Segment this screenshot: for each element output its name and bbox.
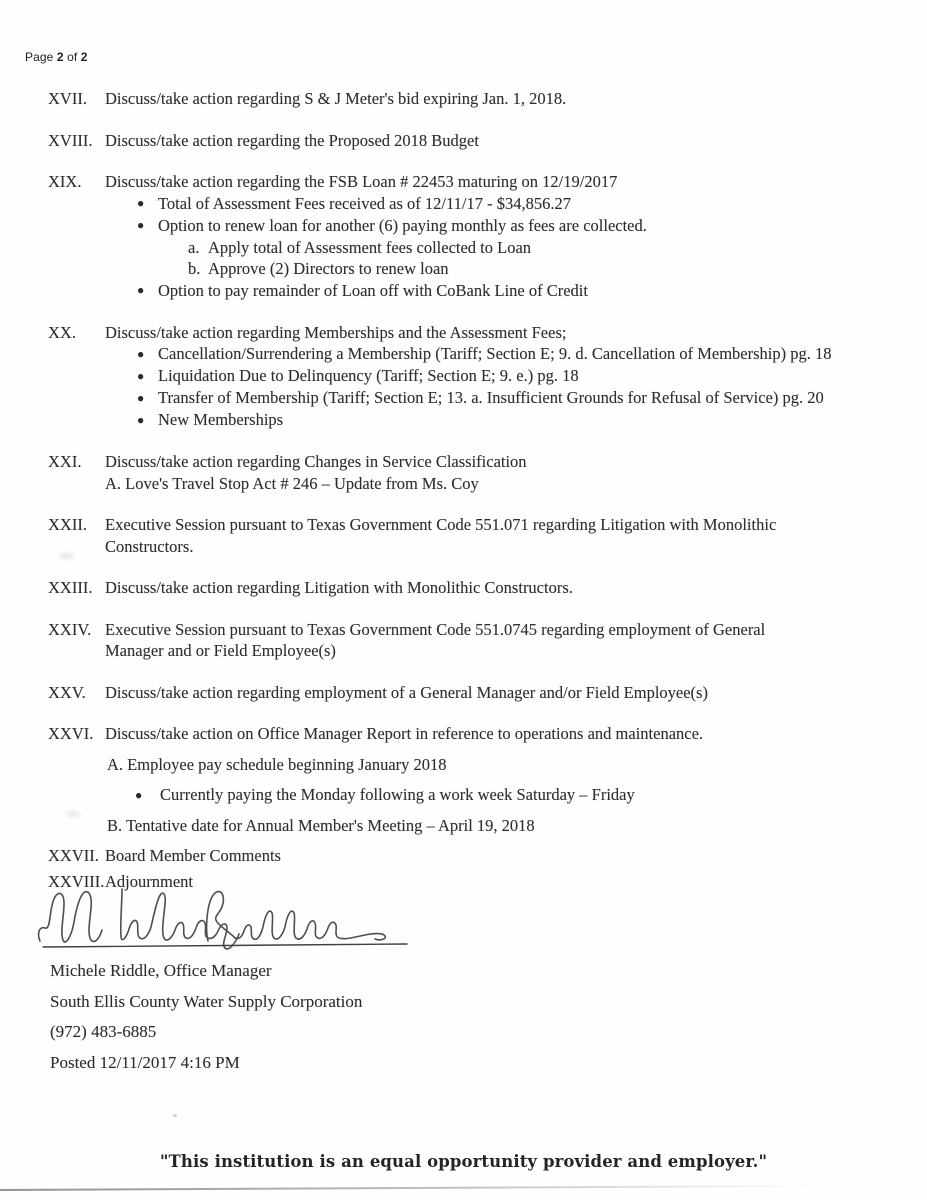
- agenda-item-content: [105, 130, 916, 152]
- bullet-icon: ●: [137, 368, 145, 383]
- agenda-item-numeral: XX.: [48, 322, 76, 342]
- agenda-item-content: [105, 723, 916, 837]
- scan-artifact-speck: [173, 1114, 177, 1117]
- signature-scrawl-last-name: [207, 892, 386, 941]
- agenda-line: A. Love's Travel Stop Act # 246 – Update from Ms. Coy: [105, 473, 479, 493]
- agenda-item-numeral: XIX.: [48, 172, 82, 191]
- agenda-item-numeral: XXVIII.: [48, 872, 105, 891]
- sub-item-label: a.: [188, 237, 200, 257]
- agenda-item-content: [105, 619, 916, 662]
- agenda-item-content: [105, 514, 916, 557]
- agenda-item-numeral: XXI.: [48, 452, 82, 471]
- agenda-line: B. Tentative date for Annual Member's Meeting – April 19, 2018: [107, 816, 535, 835]
- bullet-item: [105, 343, 916, 365]
- agenda-item-numeral: XVII.: [48, 89, 87, 108]
- agenda-list: [48, 88, 916, 913]
- agenda-line: Discuss/take action regarding the FSB Loan # 22453 maturing on 12/19/2017: [105, 172, 618, 191]
- scan-artifact-smudge: [58, 553, 74, 559]
- sub-item-text: Apply total of Assessment fees collected to Loan: [208, 237, 532, 257]
- sub-item-text: Approve (2) Directors to renew loan: [208, 259, 449, 278]
- organization-name: South Ellis County Water Supply Corporation: [50, 991, 363, 1011]
- bullet-text: Transfer of Membership (Tariff; Section E; 13. a. Insufficient Grounds for Refusal of Service) pg. 20: [158, 388, 824, 407]
- bullet-icon: ●: [137, 390, 145, 405]
- page-word: Page: [25, 50, 54, 64]
- agenda-item: [48, 322, 916, 432]
- agenda-item-content: [105, 88, 916, 110]
- agenda-item-numeral: XXIV.: [48, 619, 92, 639]
- agenda-item-numeral: XXVII.: [48, 845, 99, 865]
- bullet-text: Option to renew loan for another (6) paying monthly as fees are collected.: [158, 215, 647, 235]
- agenda-line: Adjournment: [105, 872, 193, 891]
- agenda-item-content: [105, 577, 916, 599]
- agenda-line: Board Member Comments: [105, 845, 281, 865]
- agenda-line: A. Employee pay schedule beginning January 2018: [107, 754, 447, 774]
- agenda-line: Manager and or Field Employee(s): [105, 641, 336, 660]
- agenda-item-content: [105, 845, 916, 867]
- bullet-text: Currently paying the Monday following a work week Saturday – Friday: [160, 785, 635, 804]
- signature-scrawl-mid: [121, 889, 239, 949]
- agenda-item: [48, 723, 916, 837]
- bullet-icon: ●: [137, 412, 145, 427]
- agenda-item: [48, 130, 916, 152]
- agenda-item-numeral: XXVI.: [48, 724, 94, 743]
- agenda-item: [48, 577, 916, 599]
- bullet-text: Cancellation/Surrendering a Membership (Tariff; Section E; 9. d. Cancellation of Membership) pg. 18: [158, 344, 832, 363]
- agenda-item: [48, 171, 916, 302]
- agenda-item: [48, 619, 916, 662]
- bullet-item: [105, 784, 916, 806]
- bullet-item: [105, 280, 916, 302]
- page-of-word: of: [67, 50, 78, 64]
- agenda-line: Discuss/take action regarding Litigation with Monolithic Constructors.: [105, 578, 573, 597]
- agenda-item-content: [105, 682, 916, 704]
- page-total: 2: [80, 50, 88, 64]
- agenda-line: Executive Session pursuant to Texas Government Code 551.0745 regarding employment of General: [105, 619, 766, 639]
- bullet-item: [105, 193, 916, 215]
- agenda-item: [48, 845, 916, 867]
- bullet-item: [105, 409, 916, 431]
- signature-handwriting: [25, 884, 425, 959]
- lettered-sub-item: [105, 258, 916, 280]
- agenda-line: Discuss/take action regarding Memberships and the Assessment Fees;: [105, 322, 567, 342]
- bullet-icon: ●: [137, 283, 145, 297]
- scan-artifact-smudge: [66, 811, 80, 817]
- agenda-line: Discuss/take action regarding the Proposed 2018 Budget: [105, 130, 479, 150]
- agenda-item-content: [105, 322, 916, 432]
- agenda-item: [48, 682, 916, 704]
- agenda-item-content: [105, 171, 916, 302]
- bullet-text: New Memberships: [158, 410, 284, 429]
- agenda-item-content: [105, 451, 916, 494]
- agenda-line: Discuss/take action on Office Manager Report in reference to operations and maintenance.: [105, 724, 704, 743]
- signature-scrawl-first-name: [39, 892, 102, 942]
- footer-quote: "This institution is an equal opportunity provider and employer.": [159, 1152, 768, 1171]
- agenda-line: Discuss/take action regarding S & J Meter's bid expiring Jan. 1, 2018.: [105, 89, 567, 108]
- page-number-label: [25, 50, 88, 64]
- contact-block: [50, 956, 362, 1078]
- page-current: 2: [56, 50, 64, 64]
- bullet-icon: ●: [137, 196, 145, 210]
- bullet-item: [105, 215, 916, 237]
- phone-number: (972) 483-6885: [50, 1022, 157, 1041]
- bullet-icon: ●: [137, 218, 145, 232]
- bullet-text: Total of Assessment Fees received as of 12/11/17 - $34,856.27: [158, 193, 571, 213]
- agenda-item: [48, 514, 916, 557]
- agenda-line: Constructors.: [105, 536, 194, 556]
- signer-name-title: Michele Riddle, Office Manager: [50, 961, 272, 980]
- bullet-icon: ●: [135, 787, 143, 802]
- agenda-item-numeral: XXII.: [48, 515, 87, 534]
- agenda-line: Discuss/take action regarding Changes in Service Classification: [105, 452, 527, 471]
- agenda-line: Executive Session pursuant to Texas Government Code 551.071 regarding Litigation with Monolithic: [105, 515, 777, 534]
- agenda-item: [48, 451, 916, 494]
- signature-underline: [43, 944, 407, 947]
- posted-timestamp: Posted 12/11/2017 4:16 PM: [50, 1052, 240, 1072]
- bullet-icon: ●: [137, 346, 145, 361]
- bullet-text: Option to pay remainder of Loan off with CoBank Line of Credit: [158, 280, 588, 300]
- agenda-item-numeral: XVIII.: [48, 130, 93, 150]
- agenda-item-numeral: XXIII.: [48, 578, 93, 597]
- lettered-sub-item: [105, 237, 916, 259]
- bullet-item: [105, 387, 916, 409]
- bullet-text: Liquidation Due to Delinquency (Tariff; Section E; 9. e.) pg. 18: [158, 366, 579, 385]
- scan-artifact-line: [0, 1185, 812, 1191]
- bullet-item: [105, 365, 916, 387]
- agenda-item: [48, 88, 916, 110]
- agenda-line: Discuss/take action regarding employment of a General Manager and/or Field Employee(s): [105, 682, 708, 702]
- agenda-item-numeral: XXV.: [48, 682, 86, 702]
- sub-item-label: b.: [188, 259, 201, 278]
